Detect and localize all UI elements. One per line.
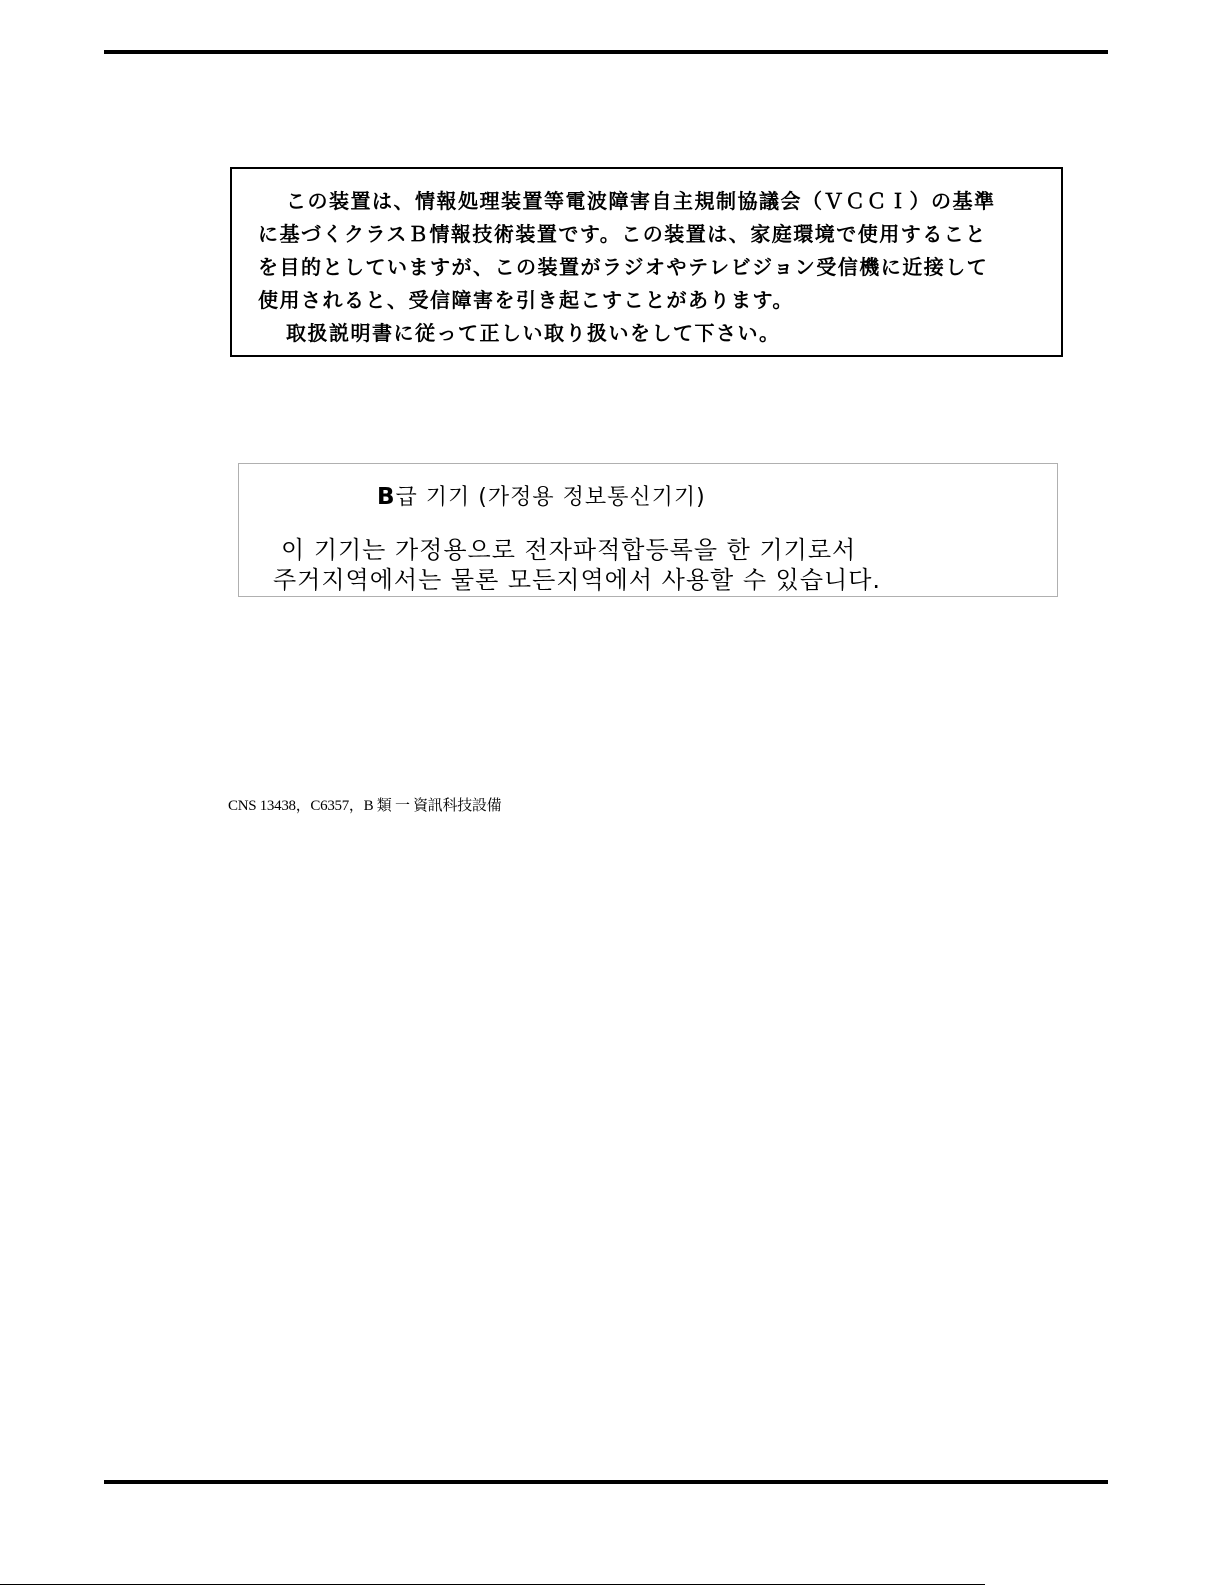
kcc-class-letter: B: [377, 484, 396, 510]
vcci-notice-box: [230, 167, 1063, 357]
kcc-notice-line: 주거지역에서는 물론 모든지역에서 사용할 수 있습니다.: [273, 566, 882, 594]
vcci-notice-line: 取扱説明書に従って正しい取り扱いをして下さい。: [286, 321, 781, 345]
kcc-notice-line: 이 기기는 가정용으로 전자파적합등록을 한 기기로서: [281, 536, 857, 564]
footer-rule: [104, 1480, 1108, 1484]
cns-notice-text: CNS 13438，C6357，B 類 一 資訊科技設備: [228, 798, 502, 814]
vcci-notice-line: に基づくクラスＢ情報技術装置です。この装置は、家庭環境で使用すること: [258, 222, 987, 246]
vcci-notice-line: を目的としていますが、この装置がラジオやテレビジョン受信機に近接して: [258, 255, 989, 279]
kcc-notice-box: [238, 463, 1058, 597]
kcc-title-text: 급 기기 (가정용 정보통신기기): [395, 485, 706, 510]
vcci-notice-line: 使用されると、受信障害を引き起こすことがあります。: [258, 288, 794, 312]
page-edge-line: [0, 1584, 985, 1585]
header-rule: [104, 50, 1108, 54]
vcci-notice-line: この装置は、情報処理装置等電波障害自主規制協議会（ＶＣＣＩ）の基準: [286, 189, 996, 213]
kcc-notice-title: [377, 480, 706, 511]
